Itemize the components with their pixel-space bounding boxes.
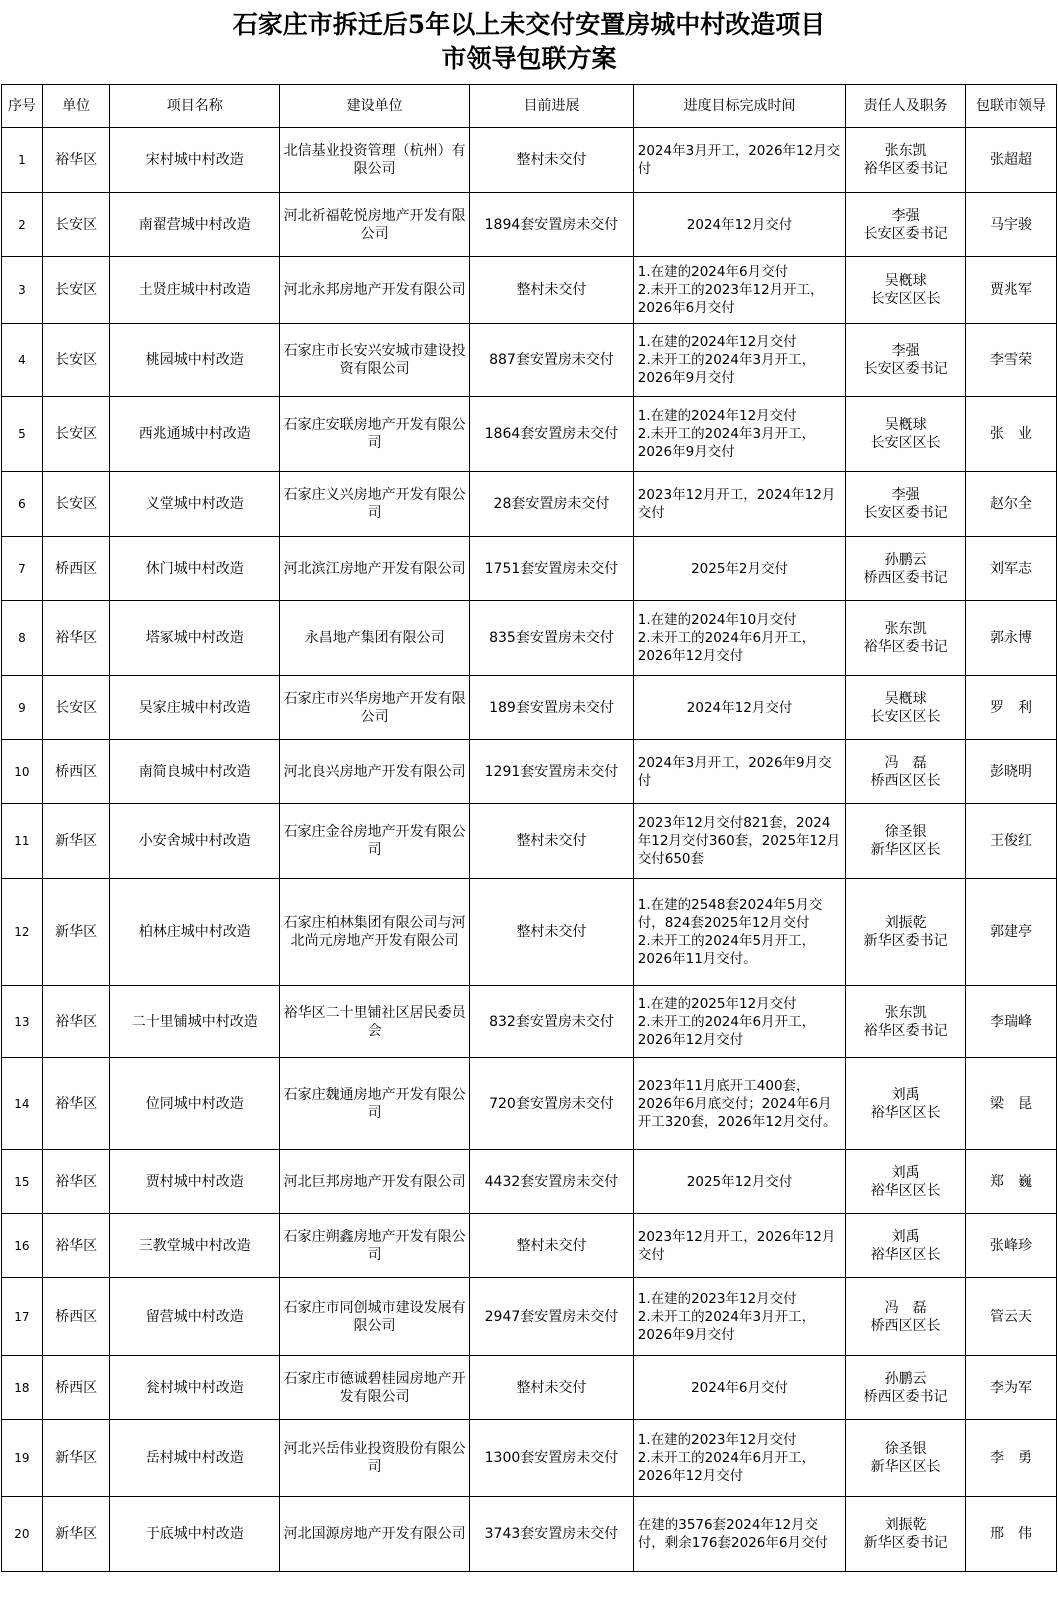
row-city-leader: 刘军志 xyxy=(965,537,1056,601)
row-project-name: 于底城中村改造 xyxy=(110,1497,280,1572)
table-row xyxy=(2,676,1057,740)
row-current-progress: 整村未交付 xyxy=(470,257,634,324)
row-district: 长安区 xyxy=(42,676,109,740)
row-district: 新华区 xyxy=(42,804,109,879)
table-row xyxy=(2,986,1057,1058)
row-city-leader: 郑 巍 xyxy=(965,1150,1056,1214)
table-row xyxy=(2,257,1057,324)
row-district: 裕华区 xyxy=(42,601,109,676)
row-project-name: 吴家庄城中村改造 xyxy=(110,676,280,740)
row-current-progress: 1291套安置房未交付 xyxy=(470,740,634,804)
table-row xyxy=(2,1214,1057,1278)
row-district: 裕华区 xyxy=(42,986,109,1058)
page-title-line-1: 石家庄市拆迁后5年以上未交付安置房城中村改造项目 xyxy=(232,10,826,39)
row-district: 长安区 xyxy=(42,257,109,324)
row-index: 1 xyxy=(2,128,43,193)
row-city-leader: 郭建亭 xyxy=(965,879,1056,986)
row-city-leader: 李为军 xyxy=(965,1356,1056,1420)
table-row xyxy=(2,740,1057,804)
row-target-date: 1.在建的2024年6月交付 2.未开工的2023年12月开工，2026年6月交付 xyxy=(633,257,846,324)
row-index: 18 xyxy=(2,1356,43,1420)
row-target-date: 1.在建的2024年12月交付 2.未开工的2024年3月开工，2026年9月交付 xyxy=(633,324,846,397)
row-project-name: 贾村城中村改造 xyxy=(110,1150,280,1214)
row-current-progress: 整村未交付 xyxy=(470,804,634,879)
row-project-name: 柏林庄城中村改造 xyxy=(110,879,280,986)
row-target-date: 2024年12月交付 xyxy=(633,193,846,257)
page-title-line-2: 市领导包联方案 xyxy=(441,44,617,73)
row-project-name: 义堂城中村改造 xyxy=(110,472,280,537)
row-responsible-person: 徐圣银 新华区区长 xyxy=(846,1420,966,1497)
table-row xyxy=(2,1356,1057,1420)
row-current-progress: 28套安置房未交付 xyxy=(470,472,634,537)
row-responsible-person: 刘禹 裕华区区长 xyxy=(846,1058,966,1150)
table-row xyxy=(2,397,1057,472)
row-developer: 石家庄市同创城市建设发展有限公司 xyxy=(280,1278,470,1356)
row-city-leader: 张 业 xyxy=(965,397,1056,472)
row-city-leader: 赵尔全 xyxy=(965,472,1056,537)
header-responsible-person: 责任人及职务 xyxy=(846,85,966,128)
row-index: 4 xyxy=(2,324,43,397)
row-target-date: 2023年12月开工，2026年12月交付 xyxy=(633,1214,846,1278)
row-developer: 河北巨邦房地产开发有限公司 xyxy=(280,1150,470,1214)
header-target-date: 进度目标完成时间 xyxy=(633,85,846,128)
table-header-row xyxy=(2,85,1057,128)
row-responsible-person: 李强 长安区委书记 xyxy=(846,472,966,537)
row-current-progress: 4432套安置房未交付 xyxy=(470,1150,634,1214)
row-target-date: 2023年12月开工，2024年12月交付 xyxy=(633,472,846,537)
row-developer: 石家庄义兴房地产开发有限公司 xyxy=(280,472,470,537)
row-project-name: 瓮村城中村改造 xyxy=(110,1356,280,1420)
row-project-name: 岳村城中村改造 xyxy=(110,1420,280,1497)
header-current-progress: 目前进展 xyxy=(470,85,634,128)
header-project-name: 项目名称 xyxy=(110,85,280,128)
row-district: 长安区 xyxy=(42,324,109,397)
row-current-progress: 1751套安置房未交付 xyxy=(470,537,634,601)
row-district: 裕华区 xyxy=(42,1150,109,1214)
row-current-progress: 832套安置房未交付 xyxy=(470,986,634,1058)
header-developer: 建设单位 xyxy=(280,85,470,128)
row-target-date: 2025年12月交付 xyxy=(633,1150,846,1214)
row-city-leader: 罗 利 xyxy=(965,676,1056,740)
row-district: 裕华区 xyxy=(42,1058,109,1150)
header-city-leader: 包联市领导 xyxy=(965,85,1056,128)
row-district: 裕华区 xyxy=(42,1214,109,1278)
table-row xyxy=(2,324,1057,397)
row-target-date: 1.在建的2025年12月交付 2.未开工的2024年6月开工，2026年12月交付 xyxy=(633,986,846,1058)
row-project-name: 西兆通城中村改造 xyxy=(110,397,280,472)
row-responsible-person: 张东凯 裕华区委书记 xyxy=(846,601,966,676)
table-row xyxy=(2,193,1057,257)
row-index: 19 xyxy=(2,1420,43,1497)
row-responsible-person: 孙鹏云 桥西区委书记 xyxy=(846,1356,966,1420)
row-index: 16 xyxy=(2,1214,43,1278)
row-current-progress: 720套安置房未交付 xyxy=(470,1058,634,1150)
table-row xyxy=(2,1497,1057,1572)
row-responsible-person: 吴槪球 长安区区长 xyxy=(846,397,966,472)
row-responsible-person: 刘禹 裕华区区长 xyxy=(846,1150,966,1214)
table-row xyxy=(2,601,1057,676)
row-district: 裕华区 xyxy=(42,128,109,193)
row-target-date: 1.在建的2023年12月交付 2.未开工的2024年3月开工，2026年9月交付 xyxy=(633,1278,846,1356)
row-responsible-person: 徐圣银 新华区区长 xyxy=(846,804,966,879)
row-city-leader: 李雪荣 xyxy=(965,324,1056,397)
row-city-leader: 李 勇 xyxy=(965,1420,1056,1497)
row-responsible-person: 李强 长安区委书记 xyxy=(846,324,966,397)
row-developer: 北信基业投资管理（杭州）有限公司 xyxy=(280,128,470,193)
row-developer: 永昌地产集团有限公司 xyxy=(280,601,470,676)
row-responsible-person: 刘振乾 新华区委书记 xyxy=(846,879,966,986)
row-developer: 河北滨江房地产开发有限公司 xyxy=(280,537,470,601)
row-project-name: 桃园城中村改造 xyxy=(110,324,280,397)
row-developer: 石家庄安联房地产开发有限公司 xyxy=(280,397,470,472)
row-target-date: 在建的3576套2024年12月交付，剩余176套2026年6月交付 xyxy=(633,1497,846,1572)
row-index: 13 xyxy=(2,986,43,1058)
row-target-date: 2024年3月开工，2026年9月交付 xyxy=(633,740,846,804)
row-target-date: 2024年6月交付 xyxy=(633,1356,846,1420)
row-project-name: 二十里铺城中村改造 xyxy=(110,986,280,1058)
row-city-leader: 王俊红 xyxy=(965,804,1056,879)
row-developer: 石家庄魏通房地产开发有限公司 xyxy=(280,1058,470,1150)
row-developer: 石家庄市长安兴安城市建设投资有限公司 xyxy=(280,324,470,397)
row-project-name: 宋村城中村改造 xyxy=(110,128,280,193)
row-responsible-person: 张东凯 裕华区委书记 xyxy=(846,128,966,193)
row-responsible-person: 张东凯 裕华区委书记 xyxy=(846,986,966,1058)
row-index: 7 xyxy=(2,537,43,601)
table-row xyxy=(2,1058,1057,1150)
row-project-name: 土贤庄城中村改造 xyxy=(110,257,280,324)
row-city-leader: 张超超 xyxy=(965,128,1056,193)
row-current-progress: 整村未交付 xyxy=(470,128,634,193)
row-developer: 石家庄市德诚碧桂园房地产开发有限公司 xyxy=(280,1356,470,1420)
row-current-progress: 整村未交付 xyxy=(470,879,634,986)
row-city-leader: 郭永博 xyxy=(965,601,1056,676)
row-district: 长安区 xyxy=(42,193,109,257)
header-index: 序号 xyxy=(2,85,43,128)
row-district: 长安区 xyxy=(42,472,109,537)
row-index: 2 xyxy=(2,193,43,257)
row-district: 桥西区 xyxy=(42,1278,109,1356)
row-current-progress: 835套安置房未交付 xyxy=(470,601,634,676)
row-district: 新华区 xyxy=(42,1497,109,1572)
row-city-leader: 邢 伟 xyxy=(965,1497,1056,1572)
row-index: 5 xyxy=(2,397,43,472)
row-responsible-person: 吴槪球 长安区区长 xyxy=(846,257,966,324)
row-responsible-person: 刘振乾 新华区委书记 xyxy=(846,1497,966,1572)
project-table xyxy=(1,84,1057,1572)
row-index: 15 xyxy=(2,1150,43,1214)
row-city-leader: 梁 昆 xyxy=(965,1058,1056,1150)
table-row xyxy=(2,1420,1057,1497)
row-target-date: 1.在建的2024年12月交付 2.未开工的2024年3月开工，2026年9月交付 xyxy=(633,397,846,472)
row-district: 桥西区 xyxy=(42,537,109,601)
row-index: 9 xyxy=(2,676,43,740)
row-target-date: 2023年11月底开工400套，2026年6月底交付；2024年6月开工320套，2026年12月交付。 xyxy=(633,1058,846,1150)
row-index: 10 xyxy=(2,740,43,804)
row-developer: 河北兴岳伟业投资股份有限公司 xyxy=(280,1420,470,1497)
table-row xyxy=(2,879,1057,986)
row-index: 3 xyxy=(2,257,43,324)
row-index: 14 xyxy=(2,1058,43,1150)
row-developer: 河北永邦房地产开发有限公司 xyxy=(280,257,470,324)
row-developer: 河北国源房地产开发有限公司 xyxy=(280,1497,470,1572)
row-current-progress: 整村未交付 xyxy=(470,1214,634,1278)
row-city-leader: 张峰珍 xyxy=(965,1214,1056,1278)
row-city-leader: 彭晓明 xyxy=(965,740,1056,804)
row-current-progress: 887套安置房未交付 xyxy=(470,324,634,397)
row-index: 17 xyxy=(2,1278,43,1356)
row-current-progress: 189套安置房未交付 xyxy=(470,676,634,740)
row-target-date: 2023年12月交付821套，2024年12月交付360套，2025年12月交付650套 xyxy=(633,804,846,879)
table-row xyxy=(2,537,1057,601)
row-target-date: 2024年12月交付 xyxy=(633,676,846,740)
row-target-date: 1.在建的2024年10月交付 2.未开工的2024年6月开工，2026年12月交付 xyxy=(633,601,846,676)
row-current-progress: 1894套安置房未交付 xyxy=(470,193,634,257)
row-current-progress: 3743套安置房未交付 xyxy=(470,1497,634,1572)
row-district: 桥西区 xyxy=(42,740,109,804)
row-project-name: 塔冢城中村改造 xyxy=(110,601,280,676)
row-project-name: 三教堂城中村改造 xyxy=(110,1214,280,1278)
row-developer: 河北良兴房地产开发有限公司 xyxy=(280,740,470,804)
row-city-leader: 李瑞峰 xyxy=(965,986,1056,1058)
row-city-leader: 贾兆军 xyxy=(965,257,1056,324)
row-responsible-person: 吴槪球 长安区区长 xyxy=(846,676,966,740)
row-district: 新华区 xyxy=(42,879,109,986)
row-responsible-person: 冯 磊 桥西区区长 xyxy=(846,1278,966,1356)
row-city-leader: 管云天 xyxy=(965,1278,1056,1356)
row-index: 20 xyxy=(2,1497,43,1572)
row-city-leader: 马宇骏 xyxy=(965,193,1056,257)
row-current-progress: 1300套安置房未交付 xyxy=(470,1420,634,1497)
row-project-name: 休门城中村改造 xyxy=(110,537,280,601)
row-project-name: 留营城中村改造 xyxy=(110,1278,280,1356)
table-row xyxy=(2,472,1057,537)
row-responsible-person: 孙鹏云 桥西区委书记 xyxy=(846,537,966,601)
row-developer: 河北祈福乾悦房地产开发有限公司 xyxy=(280,193,470,257)
row-target-date: 2025年2月交付 xyxy=(633,537,846,601)
row-district: 桥西区 xyxy=(42,1356,109,1420)
table-row xyxy=(2,1278,1057,1356)
table-row xyxy=(2,804,1057,879)
row-index: 6 xyxy=(2,472,43,537)
row-project-name: 小安舍城中村改造 xyxy=(110,804,280,879)
row-project-name: 南简良城中村改造 xyxy=(110,740,280,804)
header-district: 单位 xyxy=(42,85,109,128)
row-current-progress: 2947套安置房未交付 xyxy=(470,1278,634,1356)
row-responsible-person: 刘禹 裕华区区长 xyxy=(846,1214,966,1278)
row-responsible-person: 李强 长安区委书记 xyxy=(846,193,966,257)
row-target-date: 2024年3月开工，2026年12月交付 xyxy=(633,128,846,193)
row-current-progress: 1864套安置房未交付 xyxy=(470,397,634,472)
row-district: 长安区 xyxy=(42,397,109,472)
row-target-date: 1.在建的2548套2024年5月交付，824套2025年12月交付 2.未开工的2024年5月开工，2026年11月交付。 xyxy=(633,879,846,986)
row-index: 8 xyxy=(2,601,43,676)
row-responsible-person: 冯 磊 桥西区区长 xyxy=(846,740,966,804)
table-row xyxy=(2,128,1057,193)
row-index: 11 xyxy=(2,804,43,879)
row-project-name: 南翟营城中村改造 xyxy=(110,193,280,257)
row-project-name: 位同城中村改造 xyxy=(110,1058,280,1150)
table-row xyxy=(2,1150,1057,1214)
row-developer: 裕华区二十里铺社区居民委员会 xyxy=(280,986,470,1058)
row-developer: 石家庄市兴华房地产开发有限公司 xyxy=(280,676,470,740)
row-district: 新华区 xyxy=(42,1420,109,1497)
page-title xyxy=(0,8,1058,76)
row-developer: 石家庄金谷房地产开发有限公司 xyxy=(280,804,470,879)
row-developer: 石家庄柏林集团有限公司与河北尚元房地产开发有限公司 xyxy=(280,879,470,986)
row-current-progress: 整村未交付 xyxy=(470,1356,634,1420)
row-index: 12 xyxy=(2,879,43,986)
row-developer: 石家庄朔鑫房地产开发有限公司 xyxy=(280,1214,470,1278)
row-target-date: 1.在建的2023年12月交付 2.未开工的2024年6月开工，2026年12月交付 xyxy=(633,1420,846,1497)
